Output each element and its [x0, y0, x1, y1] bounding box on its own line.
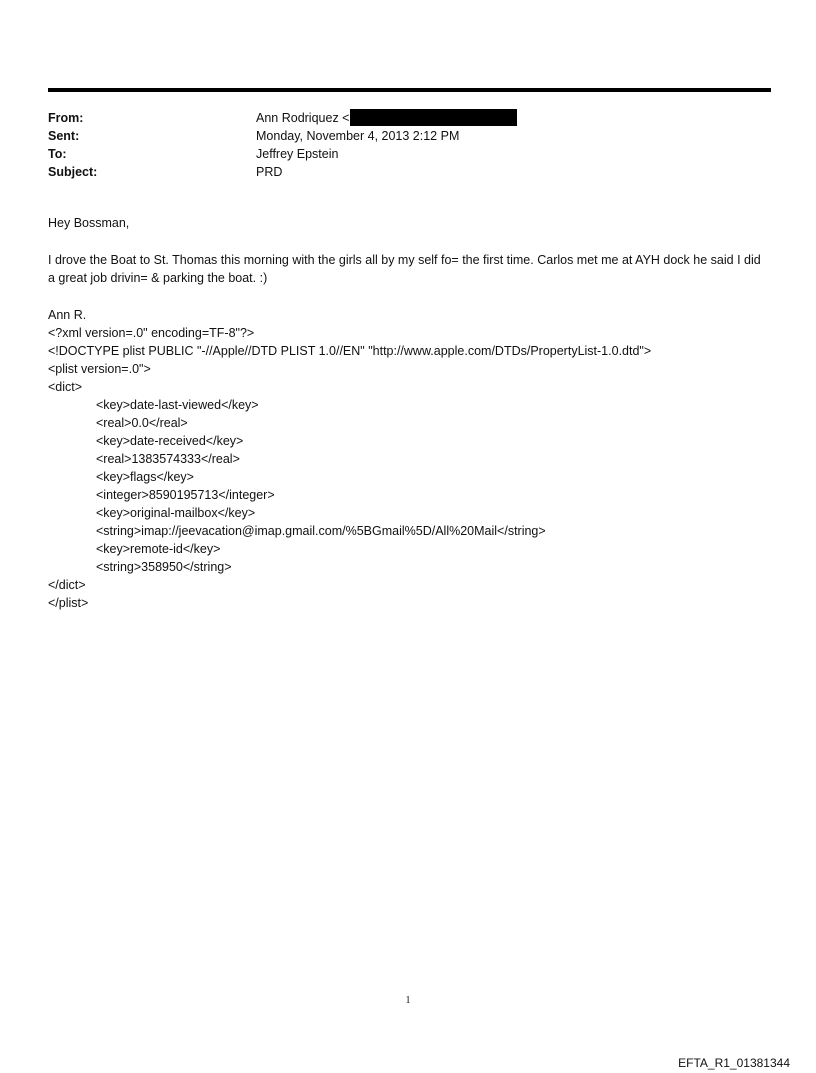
from-name: Ann Rodriquez <	[256, 111, 350, 125]
message-body: I drove the Boat to St. Thomas this morning with the girls all by my self fo= the first time. Carlos met me at AYH dock he said I did a great job drivin= & parking the boat. :)	[48, 253, 765, 285]
plist-entry: <real>0.0</real>	[96, 416, 188, 430]
page-number: 1	[405, 995, 411, 1006]
subject-value: PRD	[256, 165, 283, 179]
plist-entry: <key>remote-id</key>	[96, 542, 221, 556]
plist-entry: <string>imap://jeevacation@imap.gmail.com/%5BGmail%5D/All%20Mail</string>	[96, 524, 546, 538]
sent-row	[48, 127, 768, 145]
dict-close: </dict>	[48, 578, 86, 592]
document-id: EFTA_R1_01381344	[678, 1056, 790, 1070]
to-label: To:	[48, 147, 67, 161]
greeting: Hey Bossman,	[48, 216, 130, 230]
plist-entry: <key>date-received</key>	[96, 434, 244, 448]
plist-block	[48, 306, 768, 612]
plist-entry: <real>1383574333</real>	[96, 452, 240, 466]
subject-row	[48, 163, 768, 181]
top-rule	[48, 88, 771, 92]
from-value	[256, 109, 517, 127]
dict-open: <dict>	[48, 380, 83, 394]
sent-value: Monday, November 4, 2013 2:12 PM	[256, 129, 460, 143]
from-row	[48, 109, 768, 127]
plist-entry: <key>original-mailbox</key>	[96, 506, 256, 520]
plist-open: <plist version=.0">	[48, 362, 151, 376]
signature: Ann R.	[48, 308, 87, 322]
doctype-line: <!DOCTYPE plist PUBLIC "-//Apple//DTD PLIST 1.0//EN" "http://www.apple.com/DTDs/PropertyList-1.0.dtd">	[48, 344, 652, 358]
plist-close: </plist>	[48, 596, 89, 610]
plist-entry: <integer>8590195713</integer>	[96, 488, 275, 502]
plist-entry: <key>date-last-viewed</key>	[96, 398, 259, 412]
plist-entry: <string>358950</string>	[96, 560, 232, 574]
to-row	[48, 145, 768, 163]
from-label: From:	[48, 111, 84, 125]
sent-label: Sent:	[48, 129, 80, 143]
email-header	[48, 109, 768, 181]
plist-entry: <key>flags</key>	[96, 470, 194, 484]
subject-label: Subject:	[48, 165, 98, 179]
to-value: Jeffrey Epstein	[256, 147, 339, 161]
redaction-bar	[350, 109, 517, 126]
xml-declaration: <?xml version=.0" encoding=TF-8"?>	[48, 326, 255, 340]
